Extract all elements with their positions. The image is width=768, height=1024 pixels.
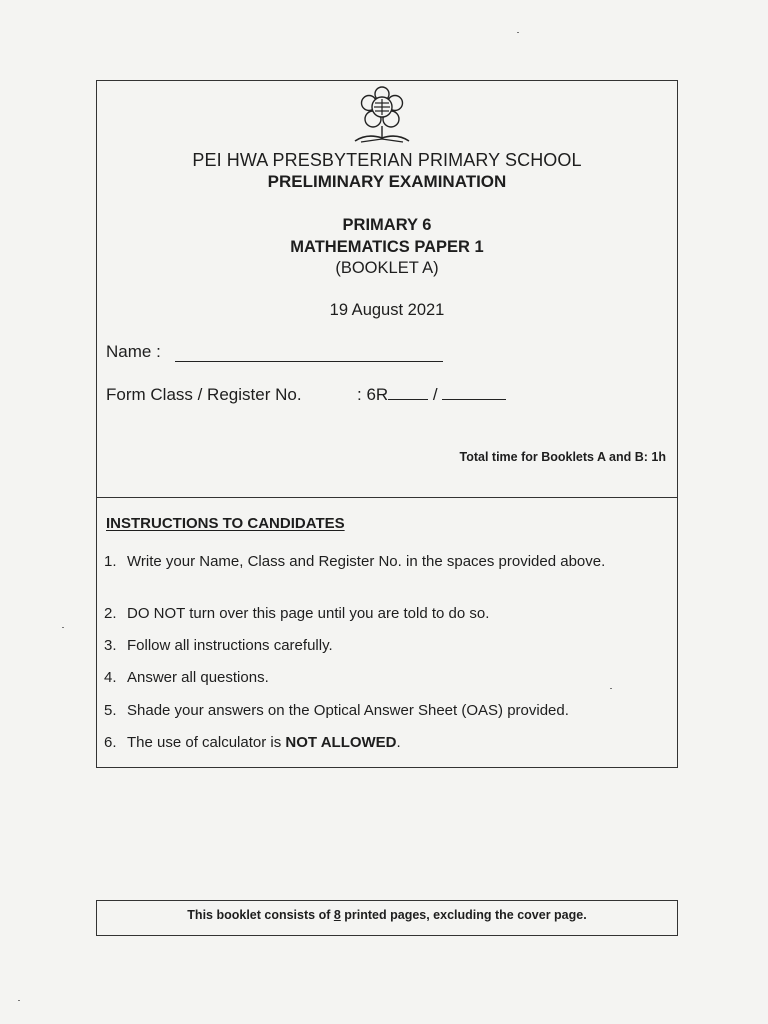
register-blank[interactable] (442, 385, 506, 400)
exam-date: 19 August 2021 (329, 301, 445, 319)
name-blank[interactable] (175, 361, 443, 362)
instruction-text: Follow all instructions carefully. (127, 637, 333, 654)
scan-speck (62, 627, 64, 628)
instruction-text-part: The use of calculator is (127, 734, 286, 751)
instruction-number: 5. (104, 702, 117, 719)
exam-title: PRELIMINARY EXAMINATION (267, 172, 507, 191)
instruction-text: Shade your answers on the Optical Answer Sheet (OAS) provided. (127, 702, 569, 719)
form-class-label: Form Class / Register No. (106, 385, 302, 404)
instruction-text-part: . (396, 734, 401, 751)
instruction-number: 1. (104, 553, 117, 570)
paper-title: MATHEMATICS PAPER 1 (290, 238, 484, 256)
instruction-number: 4. (104, 669, 117, 686)
school-name: PEI HWA PRESBYTERIAN PRIMARY SCHOOL (192, 150, 582, 170)
exam-level: PRIMARY 6 (342, 216, 432, 234)
class-blank[interactable] (388, 385, 428, 400)
page-count-number: 8 (333, 908, 341, 922)
school-crest-icon (347, 86, 417, 146)
total-time-note: Total time for Booklets A and B: 1h (459, 450, 666, 464)
scan-speck (610, 688, 612, 689)
instructions-title: INSTRUCTIONS TO CANDIDATES (106, 515, 345, 532)
form-class-field (357, 385, 506, 405)
page-count-text: This booklet consists of (187, 908, 334, 922)
page-count-note (96, 908, 678, 922)
booklet-label: (BOOKLET A) (335, 259, 439, 277)
instruction-text: Answer all questions. (127, 669, 269, 686)
scan-speck (517, 32, 519, 33)
instruction-number: 3. (104, 637, 117, 654)
name-label: Name : (106, 342, 161, 361)
form-class-separator: / (432, 385, 438, 404)
instruction-text (127, 734, 647, 752)
form-class-prefix: : 6R (357, 385, 389, 404)
instructions-box (96, 498, 678, 768)
instruction-number: 6. (104, 734, 117, 751)
instruction-number: 2. (104, 605, 117, 622)
instruction-emphasis: NOT ALLOWED (285, 734, 397, 751)
page-count-text: printed pages, excluding the cover page. (340, 908, 587, 922)
instruction-text: Write your Name, Class and Register No. in the spaces provided above. (127, 553, 606, 570)
instruction-text: DO NOT turn over this page until you are told to do so. (127, 605, 490, 622)
scan-speck (18, 1000, 20, 1001)
